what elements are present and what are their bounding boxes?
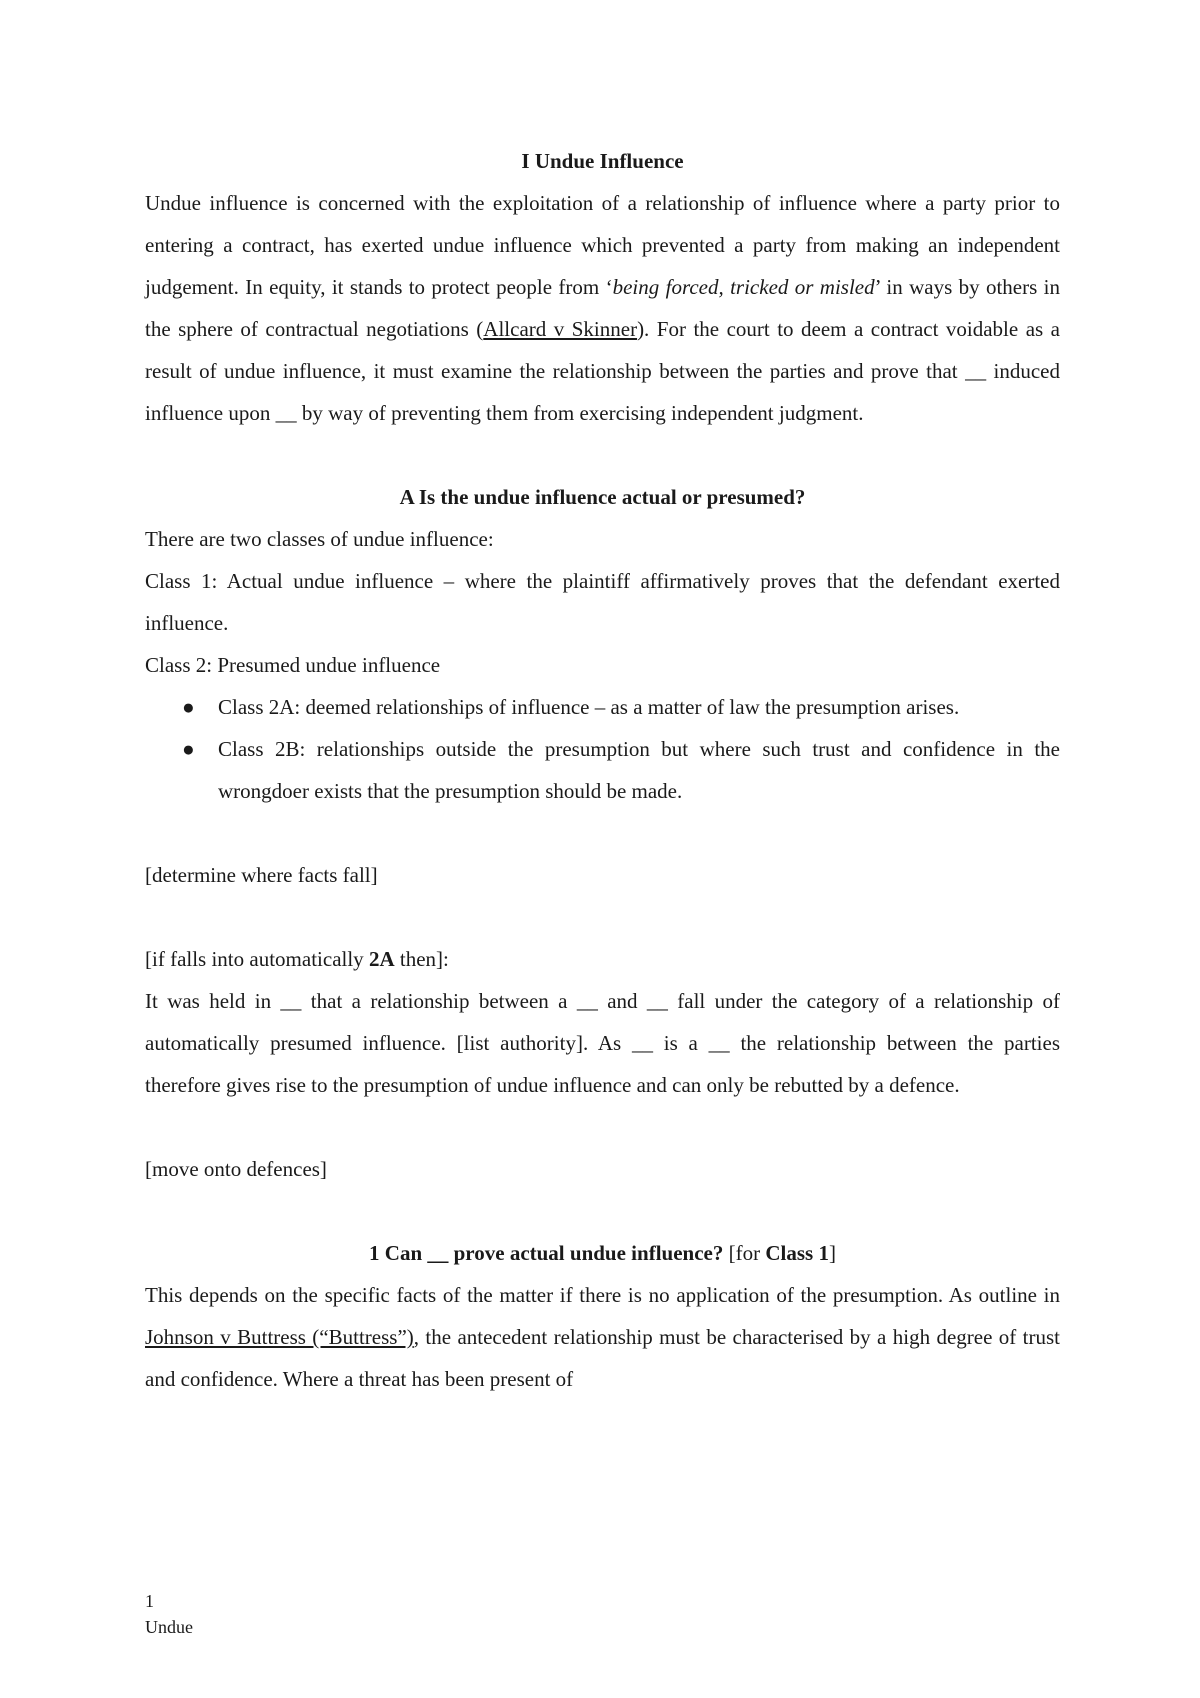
classes-intro: There are two classes of undue influence: — [145, 527, 494, 551]
page-footer — [145, 1588, 193, 1640]
class-2-list — [145, 686, 1060, 812]
heading-bracket: ] — [828, 1241, 836, 1265]
heading-class-1: Class 1 — [765, 1241, 829, 1265]
intro-text-1: Undue influence is concerned with the exploitation of a relationship of influence where a party prior to entering a contract, has exerted undue influence which prevented a party from making an independent judgement. In equity, it stands to protect people from ‘ — [145, 191, 1060, 299]
bullet-icon: ● — [182, 695, 195, 719]
note-class-2a — [145, 938, 1060, 980]
intro-text-3: ). For the court to deem a contract voidable as a result of undue influence, it must examine the relationship between the parties and prove that __ induced influence upon __ by way of preventing them from exercising independent judgment. — [145, 317, 1060, 425]
heading-actual-or-presumed: A Is the undue influence actual or presumed? — [399, 485, 806, 509]
heading-undue-influence: I Undue Influence — [521, 149, 684, 173]
class-1-text: Class 1: Actual undue influence – where the plaintiff affirmatively proves that the defendant exerted influence. — [145, 569, 1060, 635]
presumption-paragraph: It was held in __ that a relationship between a __ and __ fall under the category of a relationship of automatically presumed influence. [list authority]. As __ is a __ the relationship between the parties therefore gives rise to the presumption of undue influence and can only be rebutted by a defence. — [145, 989, 1060, 1097]
note-text-2: then]: — [394, 947, 449, 971]
class-2-text: Class 2: Presumed undue influence — [145, 653, 441, 677]
heading-actual-undue-influence — [145, 1232, 1060, 1274]
spacer — [145, 1190, 1060, 1232]
spacer — [145, 434, 1060, 476]
intro-text-2: ’ in ways by others in the sphere of contractual negotiations ( — [145, 275, 1060, 341]
bullet-icon: ● — [182, 737, 195, 761]
quote-italic: being forced, tricked or misled — [612, 275, 875, 299]
case-johnson-v-buttress: Johnson v Buttress (“Buttress”) — [145, 1325, 414, 1349]
case-allcard-v-skinner: Allcard v Skinner — [483, 317, 638, 341]
actual-influence-paragraph — [145, 1274, 1060, 1400]
note-bold-2a: 2A — [368, 947, 395, 971]
spacer — [145, 1106, 1060, 1148]
intro-paragraph — [145, 182, 1060, 434]
page-number: 1 — [145, 1591, 154, 1611]
note-determine-facts: [determine where facts fall] — [145, 863, 378, 887]
note-text-1: [if falls into automatically — [145, 947, 369, 971]
paragraph-text-2: , the antecedent relationship must be characterised by a high degree of trust and confidence. Where a threat has been present of — [145, 1325, 1060, 1391]
list-item-text: Class 2A: deemed relationships of influence – as a matter of law the presumption arises. — [218, 695, 960, 719]
list-item-class-2b — [145, 728, 1060, 812]
note-move-onto-defences: [move onto defences] — [145, 1157, 327, 1181]
heading-text-bold: 1 Can __ prove actual undue influence? — [369, 1241, 724, 1265]
list-item-class-2a — [145, 686, 1060, 728]
spacer — [145, 812, 1060, 854]
heading-text-normal: [for — [723, 1241, 766, 1265]
list-item-text: Class 2B: relationships outside the presumption but where such trust and confidence in the wrongdoer exists that the presumption should be made. — [218, 737, 1060, 803]
spacer — [145, 896, 1060, 938]
document-page — [145, 140, 1060, 1400]
paragraph-text-1: This depends on the specific facts of the matter if there is no application of the presumption. As outline in — [145, 1283, 1060, 1307]
footer-label: Undue — [145, 1617, 193, 1637]
